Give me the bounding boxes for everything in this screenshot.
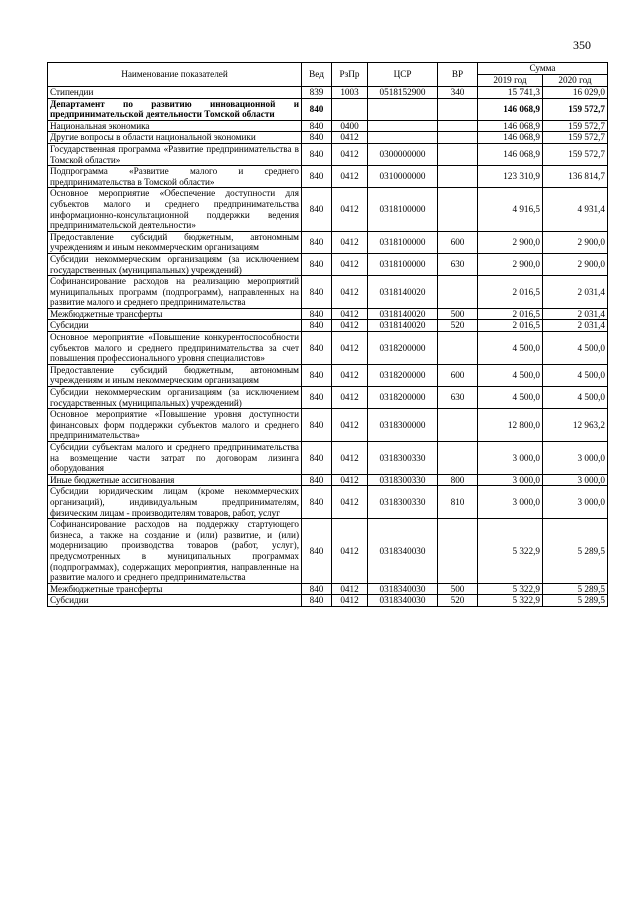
row-vr xyxy=(438,519,478,584)
row-name: Субсидии xyxy=(48,320,302,332)
row-name: Стипендии xyxy=(48,87,302,99)
row-vr xyxy=(438,143,478,165)
row-rzpr: 0412 xyxy=(332,364,368,386)
row-name: Основное мероприятие «Повышение уровня доступности финансовых форм поддержки субъектов малого и среднего предпринимательства» xyxy=(48,409,302,442)
row-ved: 840 xyxy=(302,308,332,320)
row-rzpr: 0412 xyxy=(332,276,368,309)
row-sum-2020: 2 031,4 xyxy=(543,276,608,309)
table-row xyxy=(48,231,608,253)
row-csr: 0318140020 xyxy=(368,276,438,309)
table-row xyxy=(48,320,608,332)
row-sum-2019: 123 310,9 xyxy=(478,166,543,188)
row-sum-2020: 159 572,7 xyxy=(543,98,608,120)
row-sum-2020: 2 031,4 xyxy=(543,308,608,320)
row-vr: 630 xyxy=(438,387,478,409)
row-sum-2019: 146 068,9 xyxy=(478,143,543,165)
row-ved: 840 xyxy=(302,276,332,309)
row-vr: 520 xyxy=(438,595,478,607)
row-vr: 800 xyxy=(438,474,478,486)
row-sum-2019: 15 741,3 xyxy=(478,87,543,99)
table-row xyxy=(48,253,608,275)
row-sum-2020: 5 289,5 xyxy=(543,583,608,595)
row-sum-2019: 3 000,0 xyxy=(478,474,543,486)
table-row xyxy=(48,442,608,475)
header-vr: ВР xyxy=(438,63,478,87)
row-rzpr xyxy=(332,98,368,120)
table-row xyxy=(48,143,608,165)
row-rzpr: 0412 xyxy=(332,253,368,275)
row-sum-2020: 3 000,0 xyxy=(543,486,608,519)
row-csr: 0318340030 xyxy=(368,583,438,595)
row-name: Субсидии некоммерческим организациям (за исключением государственных (муниципальных) учреждений) xyxy=(48,253,302,275)
row-csr: 0318300330 xyxy=(368,486,438,519)
row-sum-2019: 12 800,0 xyxy=(478,409,543,442)
row-vr xyxy=(438,166,478,188)
table-row xyxy=(48,308,608,320)
row-ved: 840 xyxy=(302,474,332,486)
row-rzpr: 0412 xyxy=(332,320,368,332)
row-ved: 840 xyxy=(302,98,332,120)
row-sum-2020: 5 289,5 xyxy=(543,519,608,584)
row-csr: 0318340030 xyxy=(368,595,438,607)
row-csr xyxy=(368,98,438,120)
table-body xyxy=(48,87,608,607)
row-vr xyxy=(438,188,478,231)
table-row xyxy=(48,120,608,132)
row-name: Субсидии субъектам малого и среднего предпринимательства на возмещение части затрат по договорам лизинга оборудования xyxy=(48,442,302,475)
table-row xyxy=(48,276,608,309)
table-row xyxy=(48,595,608,607)
row-name: Предоставление субсидий бюджетным, автономным учреждениям и иным некоммерческим организациям xyxy=(48,231,302,253)
row-name: Иные бюджетные ассигнования xyxy=(48,474,302,486)
row-vr: 520 xyxy=(438,320,478,332)
row-sum-2020: 4 931,4 xyxy=(543,188,608,231)
row-sum-2019: 4 500,0 xyxy=(478,332,543,365)
row-sum-2019: 146 068,9 xyxy=(478,98,543,120)
row-sum-2020: 159 572,7 xyxy=(543,143,608,165)
row-vr xyxy=(438,409,478,442)
row-name: Национальная экономика xyxy=(48,120,302,132)
row-rzpr: 0412 xyxy=(332,132,368,144)
row-sum-2019: 4 916,5 xyxy=(478,188,543,231)
row-csr: 0318100000 xyxy=(368,253,438,275)
row-csr: 0318300330 xyxy=(368,474,438,486)
row-rzpr: 0412 xyxy=(332,409,368,442)
row-sum-2019: 5 322,9 xyxy=(478,519,543,584)
row-rzpr: 0412 xyxy=(332,595,368,607)
row-sum-2019: 146 068,9 xyxy=(478,120,543,132)
row-sum-2019: 5 322,9 xyxy=(478,595,543,607)
row-ved: 840 xyxy=(302,132,332,144)
row-rzpr: 0412 xyxy=(332,486,368,519)
row-rzpr: 0412 xyxy=(332,442,368,475)
table-row xyxy=(48,87,608,99)
row-ved: 840 xyxy=(302,231,332,253)
table-row xyxy=(48,166,608,188)
row-ved: 840 xyxy=(302,143,332,165)
row-rzpr: 0412 xyxy=(332,143,368,165)
row-name: Другие вопросы в области национальной экономики xyxy=(48,132,302,144)
header-ved: Вед xyxy=(302,63,332,87)
row-sum-2020: 16 029,0 xyxy=(543,87,608,99)
row-name: Софинансирование расходов на реализацию мероприятий муниципальных программ (подпрограмм), направленных на развитие малого и среднего предпринимательства xyxy=(48,276,302,309)
row-ved: 840 xyxy=(302,486,332,519)
row-sum-2020: 4 500,0 xyxy=(543,332,608,365)
row-name: Субсидии xyxy=(48,595,302,607)
row-sum-2020: 4 500,0 xyxy=(543,364,608,386)
row-name: Субсидии некоммерческим организациям (за исключением государственных (муниципальных) учреждений) xyxy=(48,387,302,409)
row-sum-2019: 3 000,0 xyxy=(478,486,543,519)
row-sum-2019: 146 068,9 xyxy=(478,132,543,144)
row-name: Межбюджетные трансферты xyxy=(48,583,302,595)
row-ved: 840 xyxy=(302,583,332,595)
row-name: Предоставление субсидий бюджетным, автономным учреждениям и иным некоммерческим организациям xyxy=(48,364,302,386)
row-vr xyxy=(438,332,478,365)
row-ved: 840 xyxy=(302,364,332,386)
row-ved: 840 xyxy=(302,519,332,584)
row-name: Основное мероприятие «Обеспечение доступности для субъектов малого и среднего предпринимательства информационно-консультационной поддержки ведения предпринимательской деятельности» xyxy=(48,188,302,231)
row-vr: 500 xyxy=(438,308,478,320)
row-rzpr: 0412 xyxy=(332,519,368,584)
row-rzpr: 0412 xyxy=(332,231,368,253)
header-csr: ЦСР xyxy=(368,63,438,87)
row-ved: 840 xyxy=(302,120,332,132)
row-sum-2020: 4 500,0 xyxy=(543,387,608,409)
row-sum-2020: 2 900,0 xyxy=(543,253,608,275)
row-rzpr: 0412 xyxy=(332,166,368,188)
row-csr: 0318100000 xyxy=(368,231,438,253)
header-sum: Сумма xyxy=(478,63,608,75)
row-csr: 0318200000 xyxy=(368,387,438,409)
row-sum-2019: 2 016,5 xyxy=(478,276,543,309)
row-csr: 0318300330 xyxy=(368,442,438,475)
row-csr: 0318200000 xyxy=(368,364,438,386)
table-row xyxy=(48,387,608,409)
row-rzpr: 1003 xyxy=(332,87,368,99)
row-rzpr: 0412 xyxy=(332,308,368,320)
header-2019: 2019 год xyxy=(478,75,543,87)
row-csr: 0318140020 xyxy=(368,320,438,332)
row-sum-2020: 2 031,4 xyxy=(543,320,608,332)
row-csr: 0318100000 xyxy=(368,188,438,231)
row-vr: 630 xyxy=(438,253,478,275)
row-csr: 0318200000 xyxy=(368,332,438,365)
table-row xyxy=(48,364,608,386)
row-name: Софинансирование расходов на поддержку стартующего бизнеса, а также на создание и (или) развитие, и (или) модернизацию производства товаров (работ, услуг), предусмотренных в муниципальных программах (подпрограммах), содержащих мероприятия, направленные на развитие малого и среднего предпринимательства xyxy=(48,519,302,584)
row-csr: 0318300000 xyxy=(368,409,438,442)
row-sum-2020: 2 900,0 xyxy=(543,231,608,253)
row-ved: 840 xyxy=(302,320,332,332)
row-ved: 840 xyxy=(302,387,332,409)
row-name: Департамент по развитию инновационной и предпринимательской деятельности Томской области xyxy=(48,98,302,120)
row-vr xyxy=(438,120,478,132)
row-sum-2019: 2 016,5 xyxy=(478,320,543,332)
row-sum-2020: 136 814,7 xyxy=(543,166,608,188)
row-rzpr: 0400 xyxy=(332,120,368,132)
row-sum-2020: 3 000,0 xyxy=(543,474,608,486)
header-name: Наименование показателей xyxy=(48,63,302,87)
row-name: Государственная программа «Развитие предпринимательства в Томской области» xyxy=(48,143,302,165)
row-sum-2019: 2 900,0 xyxy=(478,253,543,275)
row-name: Основное мероприятие «Повышение конкурентоспособности субъектов малого и среднего предпринимательства за счет повышения профессионального уровня специалистов» xyxy=(48,332,302,365)
table-row xyxy=(48,332,608,365)
table-row xyxy=(48,188,608,231)
row-name: Подпрограмма «Развитие малого и среднего предпринимательства в Томской области» xyxy=(48,166,302,188)
row-vr xyxy=(438,276,478,309)
table-row xyxy=(48,409,608,442)
row-csr: 0310000000 xyxy=(368,166,438,188)
row-sum-2020: 3 000,0 xyxy=(543,442,608,475)
row-ved: 840 xyxy=(302,595,332,607)
row-sum-2020: 159 572,7 xyxy=(543,120,608,132)
table-row xyxy=(48,583,608,595)
header-rzpr: РзПр xyxy=(332,63,368,87)
row-rzpr: 0412 xyxy=(332,583,368,595)
table-row xyxy=(48,98,608,120)
row-name: Субсидии юридическим лицам (кроме некоммерческих организаций), индивидуальным предпринимателям, физическим лицам - производителям товаров, работ, услуг xyxy=(48,486,302,519)
table-row xyxy=(48,519,608,584)
row-csr xyxy=(368,132,438,144)
row-ved: 840 xyxy=(302,409,332,442)
row-rzpr: 0412 xyxy=(332,474,368,486)
row-rzpr: 0412 xyxy=(332,387,368,409)
row-rzpr: 0412 xyxy=(332,332,368,365)
row-ved: 840 xyxy=(302,188,332,231)
row-rzpr: 0412 xyxy=(332,188,368,231)
row-sum-2019: 4 500,0 xyxy=(478,364,543,386)
header-2020: 2020 год xyxy=(543,75,608,87)
row-sum-2020: 159 572,7 xyxy=(543,132,608,144)
table-row xyxy=(48,132,608,144)
row-vr xyxy=(438,442,478,475)
row-name: Межбюджетные трансферты xyxy=(48,308,302,320)
row-ved: 840 xyxy=(302,166,332,188)
row-sum-2019: 5 322,9 xyxy=(478,583,543,595)
row-sum-2019: 2 900,0 xyxy=(478,231,543,253)
row-csr xyxy=(368,120,438,132)
row-vr: 600 xyxy=(438,364,478,386)
row-sum-2020: 5 289,5 xyxy=(543,595,608,607)
table-row xyxy=(48,474,608,486)
row-sum-2020: 12 963,2 xyxy=(543,409,608,442)
row-vr: 340 xyxy=(438,87,478,99)
row-sum-2019: 3 000,0 xyxy=(478,442,543,475)
row-ved: 840 xyxy=(302,253,332,275)
row-csr: 0318340030 xyxy=(368,519,438,584)
row-csr: 0300000000 xyxy=(368,143,438,165)
row-vr: 500 xyxy=(438,583,478,595)
row-sum-2019: 4 500,0 xyxy=(478,387,543,409)
row-csr: 0518152900 xyxy=(368,87,438,99)
table-row xyxy=(48,486,608,519)
row-csr: 0318140020 xyxy=(368,308,438,320)
budget-table xyxy=(47,62,608,607)
row-vr xyxy=(438,132,478,144)
page-number: 350 xyxy=(573,38,591,52)
row-vr xyxy=(438,98,478,120)
row-ved: 840 xyxy=(302,332,332,365)
row-sum-2019: 2 016,5 xyxy=(478,308,543,320)
row-vr: 600 xyxy=(438,231,478,253)
row-ved: 840 xyxy=(302,442,332,475)
row-ved: 839 xyxy=(302,87,332,99)
row-vr: 810 xyxy=(438,486,478,519)
